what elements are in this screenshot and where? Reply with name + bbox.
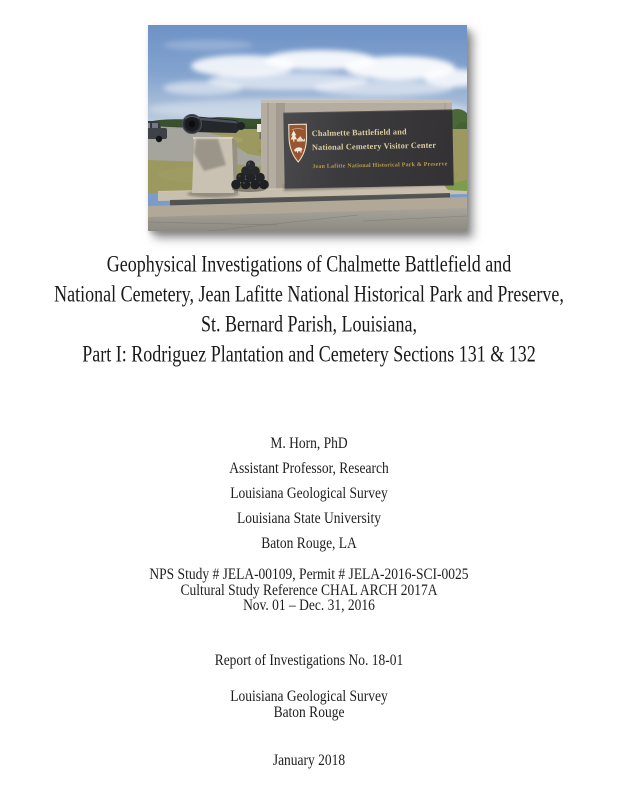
study-permit-block [0, 566, 618, 613]
title-line-4: Part I: Rodriguez Plantation and Cemetery Sections 131 & 132 [82, 341, 536, 367]
author-block [0, 430, 618, 555]
cover-photo [148, 25, 467, 231]
study-permit-line: NPS Study # JELA-00109, Permit # JELA-2016-SCI-0025 [149, 564, 469, 583]
author-location: Baton Rouge, LA [261, 533, 357, 552]
report-number [0, 652, 618, 668]
title-line-3: St. Bernard Parish, Louisiana, [201, 311, 417, 337]
report-title [0, 249, 618, 369]
publisher-block [0, 688, 618, 719]
sign-title-line1: Chalmette Battlefield and [311, 127, 407, 139]
publisher-city: Baton Rouge [273, 702, 345, 720]
sign-title-line2: National Cemetery Visitor Center [311, 140, 437, 152]
sign-title [312, 124, 450, 154]
title-line-1: Geophysical Investigations of Chalmette Battlefield and [106, 251, 512, 277]
author-name: M. Horn, PhD [270, 433, 348, 452]
title-line-2: National Cemetery, Jean Lafitte National Historical Park and Preserve, [54, 281, 564, 307]
publication-date-line: January 2018 [272, 750, 346, 769]
study-reference-line: Cultural Study Reference CHAL ARCH 2017A [180, 580, 438, 598]
author-role: Assistant Professor, Research [229, 458, 389, 477]
report-number-line: Report of Investigations No. 18-01 [214, 650, 404, 669]
sign-subtitle: Jean Lafitte National Historical Park & Preserve [312, 161, 448, 171]
publisher-name: Louisiana Geological Survey [230, 686, 388, 705]
author-org-2: Louisiana State University [237, 508, 381, 527]
study-date-range: Nov. 01 – Dec. 31, 2016 [243, 595, 375, 614]
cannon-pedestal [187, 137, 239, 198]
nps-arrowhead-icon [287, 123, 308, 163]
author-org-1: Louisiana Geological Survey [230, 483, 388, 502]
publication-date [0, 752, 618, 768]
visitor-center-sign [283, 109, 453, 188]
